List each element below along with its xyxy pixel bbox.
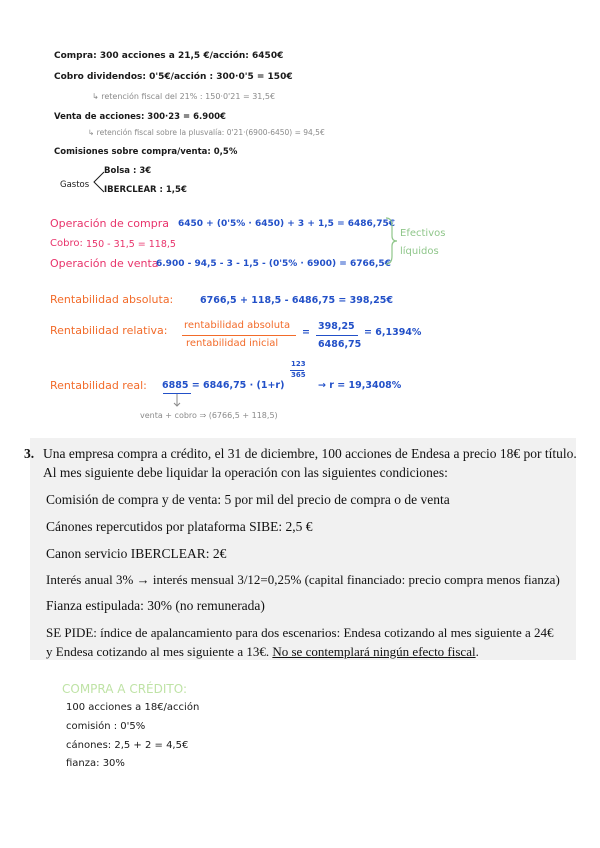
rent-relativa-eq: = [302, 327, 310, 338]
note-retencion-dividendos: ↳ retención fiscal del 21% : 150·0'21 = 31,5€ [92, 92, 276, 101]
venta-cobro-note: venta + cobro ⇒ (6766,5 + 118,5) [140, 411, 278, 420]
bottom-line-3: cánones: 2,5 + 2 = 4,5€ [66, 740, 189, 751]
rent-real-exp-den: 365 [291, 371, 306, 379]
exercise-number: 3. [24, 446, 35, 461]
liquidos-label: líquidos [400, 246, 439, 257]
compra-credito-title: COMPRA A CRÉDITO: [62, 682, 187, 696]
rent-absoluta-value: 6766,5 + 118,5 - 6486,75 = 398,25€ [200, 295, 393, 306]
rent-relativa-num2: 398,25 [318, 321, 355, 332]
condition-canones: Cánones repercutidos por plataforma SIBE: 2,5 € [46, 519, 313, 534]
cobro-value: 150 - 31,5 = 118,5 [86, 239, 176, 250]
fraction-bar-2 [316, 335, 358, 336]
op-compra-label: Operación de compra [50, 217, 169, 230]
down-arrow-icon [172, 394, 182, 408]
period: . [475, 644, 479, 659]
bottom-line-4: fianza: 30% [66, 758, 125, 769]
bottom-line-2: comisión : 0'5% [66, 721, 146, 732]
op-venta-label: Operación de venta [50, 257, 159, 270]
note-comisiones: Comisiones sobre compra/venta: 0,5% [54, 147, 238, 157]
condition-interes: Interés anual 3% → interés mensual 3/12=0,25% (capital financiado: precio compra menos fianza) [46, 572, 560, 587]
op-venta-value: 6.900 - 94,5 - 3 - 1,5 - (0'5% · 6900) = 6766,5€ [156, 259, 391, 269]
note-gastos-label: Gastos [60, 180, 90, 190]
condition-comision: Comisión de compra y de venta: 5 por mil del precio de compra o de venta [46, 492, 450, 507]
se-pide-text: y Endesa cotizando al mes siguiente a 13€. [46, 644, 273, 659]
rent-real-value: 6885 = 6846,75 · (1+r) [162, 380, 285, 391]
rent-relativa-den2: 6486,75 [318, 339, 362, 350]
cobro-label: Cobro: [50, 238, 83, 249]
rent-relativa-numerator: rentabilidad absoluta [184, 320, 291, 331]
efectivos-label: Efectivos [400, 228, 446, 239]
no-fiscal-text: No se contemplará ningún efecto fiscal [272, 644, 476, 659]
fraction-bar [182, 335, 296, 336]
bottom-line-1: 100 acciones a 18€/acción [66, 702, 200, 713]
efectivos-brace-icon [384, 216, 398, 266]
exercise-intro-2: Al mes siguiente debe liquidar la operación con las siguientes condiciones: [43, 465, 448, 480]
note-cobro: Cobro dividendos: 0'5€/acción : 300·0'5 = 150€ [54, 72, 293, 82]
note-bolsa: Bolsa : 3€ [104, 166, 152, 176]
note-retencion-plusvalia: ↳ retención fiscal sobre la plusvalía: 0'21·(6900-6450) = 94,5€ [88, 128, 325, 137]
exercise-intro: Una empresa compra a crédito, el 31 de diciembre, 100 acciones de Endesa a precio 18€ por título. [43, 446, 577, 461]
rent-real-exp-num: 123 [291, 360, 306, 368]
rent-relativa-denominator: rentabilidad inicial [186, 338, 279, 349]
rent-relativa-result: = 6,1394% [364, 327, 422, 338]
rent-real-label: Rentabilidad real: [50, 379, 147, 392]
rent-absoluta-label: Rentabilidad absoluta: [50, 293, 174, 306]
rent-relativa-label: Rentabilidad relativa: [50, 324, 168, 337]
se-pide-line-2 [46, 644, 479, 660]
condition-fianza: Fianza estipulada: 30% (no remunerada) [46, 598, 265, 613]
condition-iberclear: Canon servicio IBERCLEAR: 2€ [46, 546, 227, 561]
rent-real-result: → r = 19,3408% [318, 380, 402, 391]
op-compra-value: 6450 + (0'5% · 6450) + 3 + 1,5 = 6486,75€ [178, 219, 395, 229]
note-compra: Compra: 300 acciones a 21,5 €/acción: 6450€ [54, 51, 284, 61]
note-iberclear: IBERCLEAR : 1,5€ [104, 185, 187, 195]
se-pide-line-1: SE PIDE: índice de apalancamiento para dos escenarios: Endesa cotizando al mes siguiente a 24€ [46, 625, 554, 640]
note-venta: Venta de acciones: 300·23 = 6.900€ [54, 112, 226, 122]
